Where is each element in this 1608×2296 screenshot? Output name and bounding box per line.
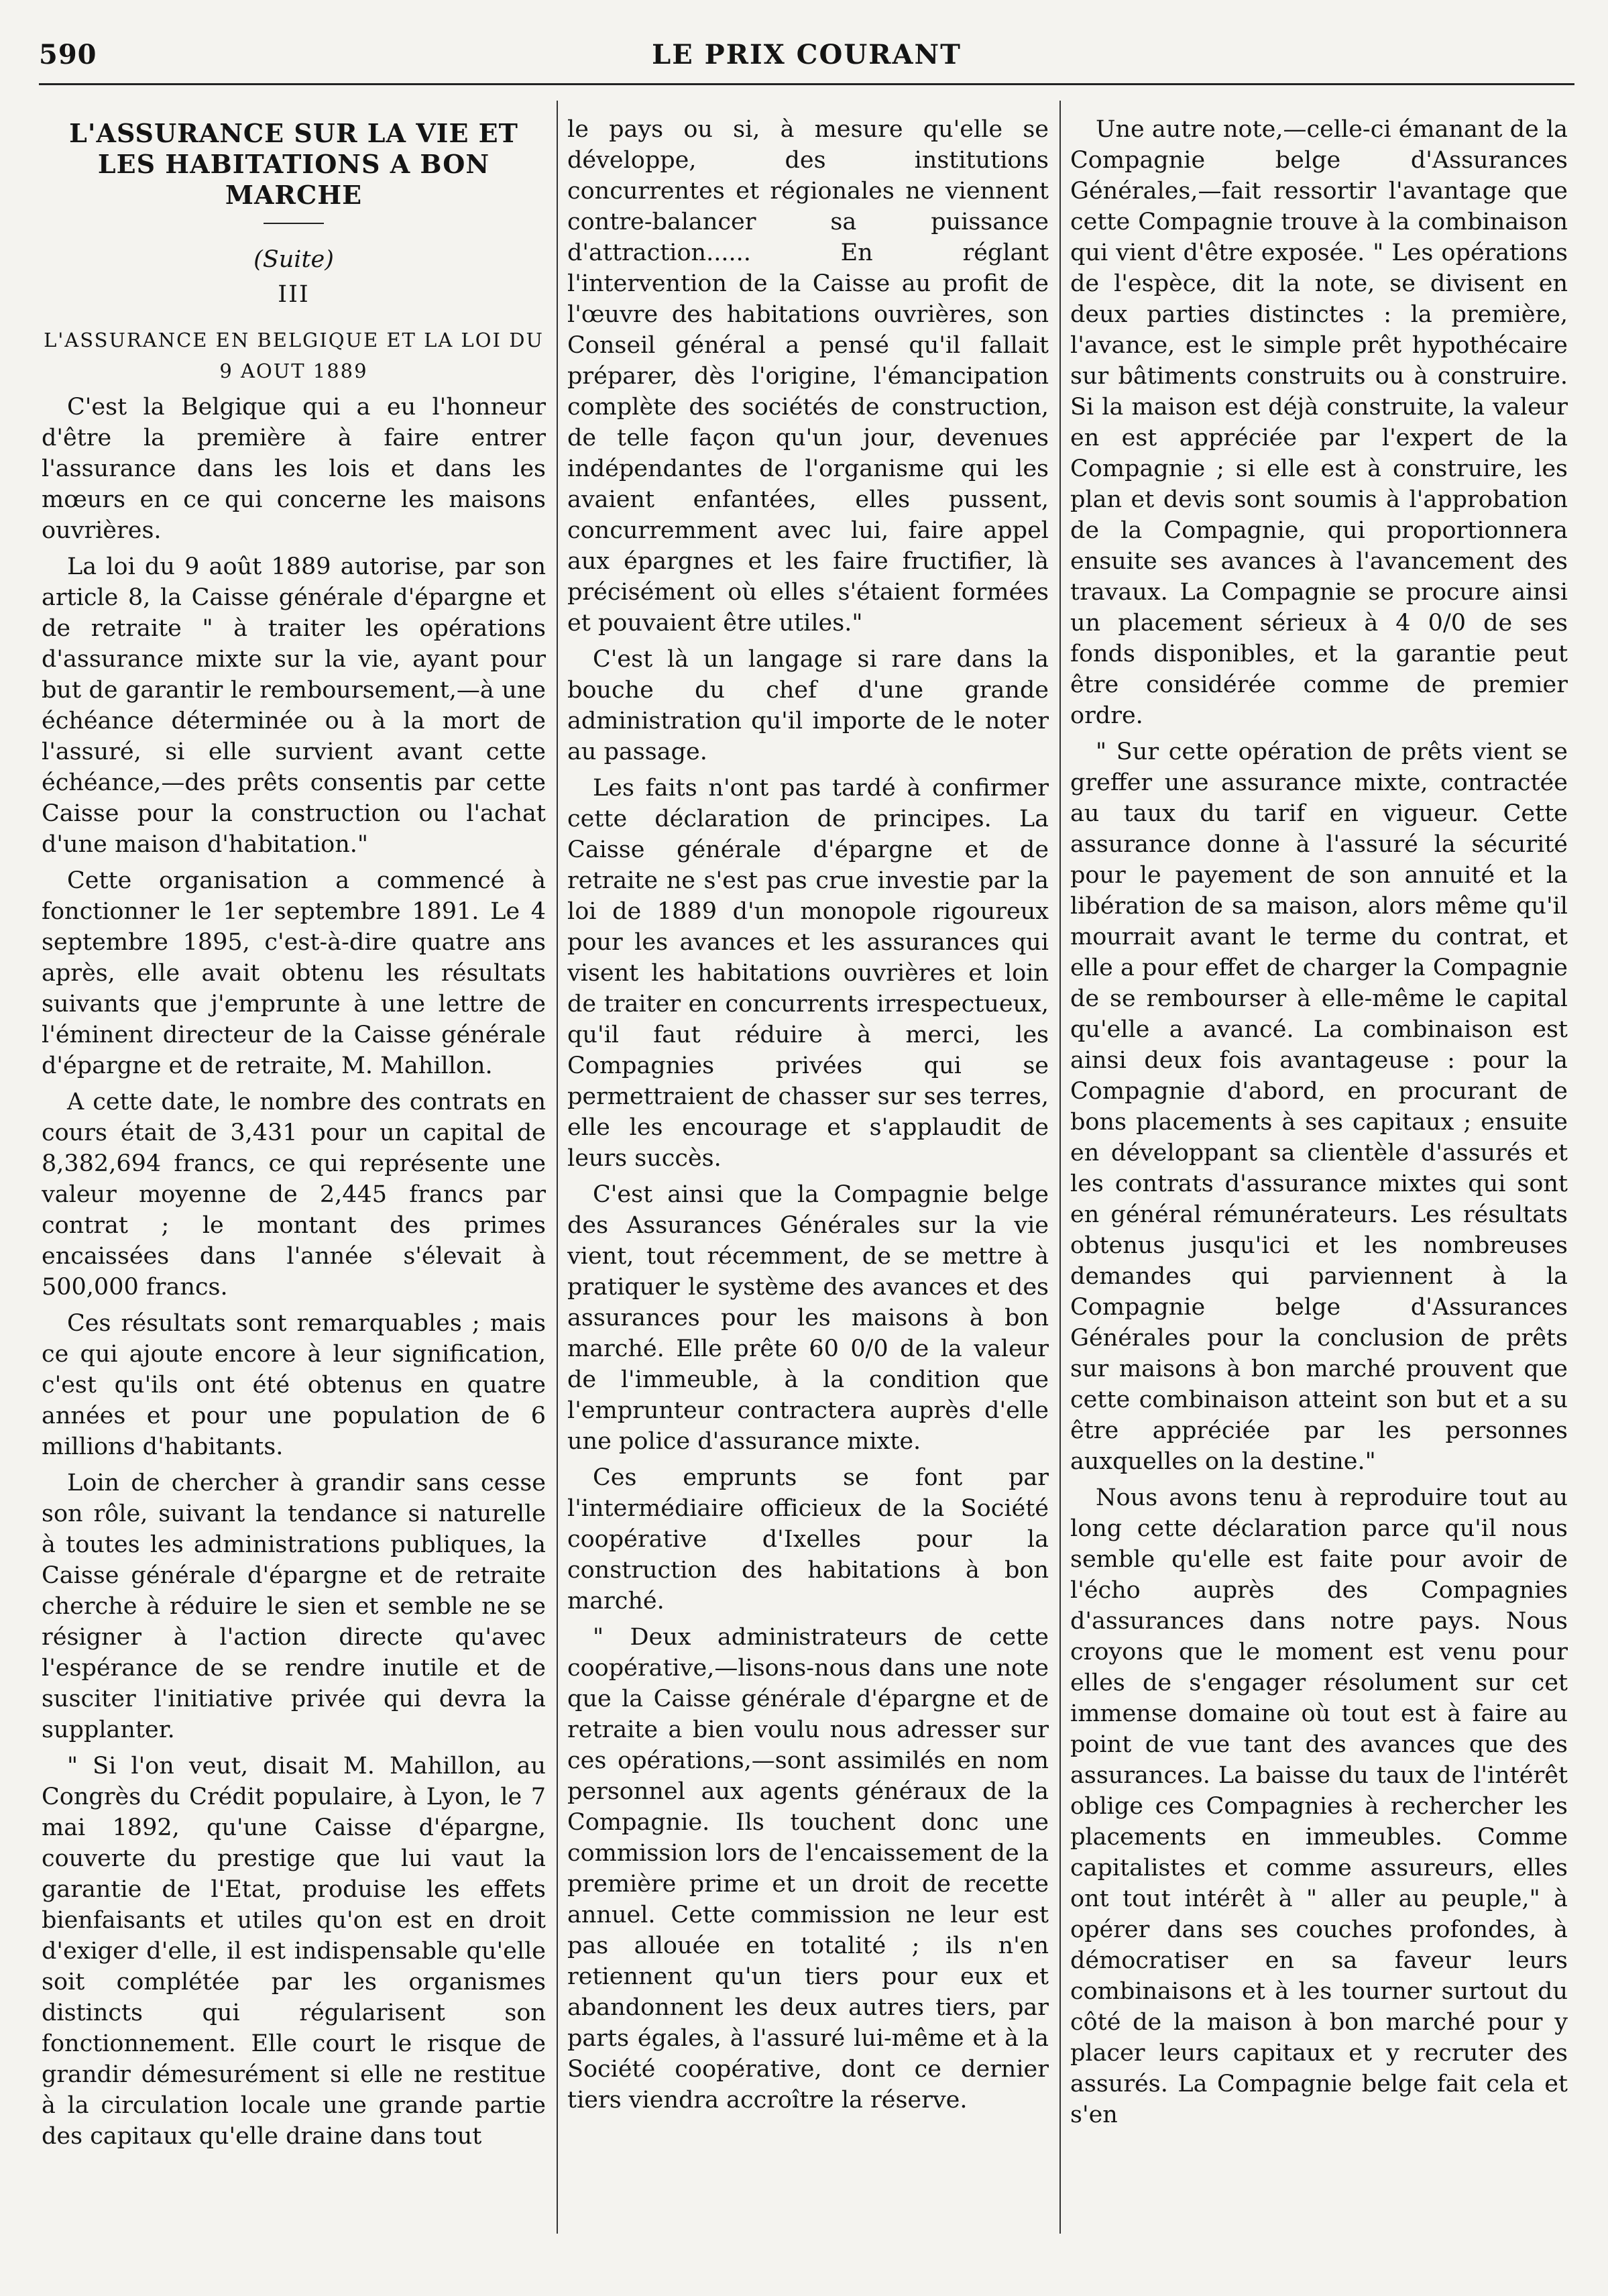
paragraph: C'est la Belgique qui a eu l'honneur d'être la première à faire entrer l'assurance dans les lois et dans les mœurs en ce qui concerne les maisons ouvrières. [42, 394, 546, 544]
running-title: LE PRIX COURANT [652, 39, 962, 70]
column-1 [42, 114, 546, 2281]
paragraph: Nous avons tenu à reproduire tout au long cette déclaration parce qu'il nous semble qu'elle est faite pour avoir de l'écho auprès des Compagnies d'assurances dans notre pays. Nous croyons que le moment est venu pour elles de s'engager résolument sur cet immense domaine où tout est à faire au point de vue tant des avances que des assurances. La baisse du taux de l'intérêt oblige ces Compagnies à rechercher les placements en immeubles. Comme capitalistes et comme assureurs, elles ont tout intérêt à " aller au peuple," à opérer dans ses couches profondes, à démocratiser en sa faveur leurs combinaisons et à les tourner surtout du côté de la maison à bon marché pour y placer leurs capitaux et y recruter des assurés. La Compagnie belge fait cela et s'en [1070, 1484, 1568, 2128]
paragraph: Cette organisation a commencé à fonctionner le 1er septembre 1891. Le 4 septembre 1895, c'est-à-dire quatre ans après, elle avait obtenu les résultats suivants que j'emprunte à une lettre de l'éminent directeur de la Caisse générale d'épargne et de retraite, M. Mahillon. [42, 867, 546, 1079]
section-number: III [278, 281, 310, 308]
column-2 [567, 114, 1049, 2281]
paragraph: La loi du 9 août 1889 autorise, par son article 8, la Caisse générale d'épargne et de retraite " à traiter les opérations d'assurance mixte sur la vie, ayant pour but de garantir le remboursement,—à une échéance déterminée ou à la mort de l'assuré, si elle survient avant cette échéance,—des prêts consentis par cette Caisse pour la construction ou l'achat d'une maison d'habitation." [42, 553, 546, 858]
paragraph: C'est ainsi que la Compagnie belge des Assurances Générales sur la vie vient, tout récemment, de se mettre à pratiquer le système des avances et des assurances pour les maisons à bon marché. Elle prête 60 0/0 de la valeur de l'immeuble, à la condition que l'emprunteur contractera auprès d'elle une police d'assurance mixte. [567, 1181, 1049, 1455]
paragraph: A cette date, le nombre des contrats en cours était de 3,431 pour un capital de 8,382,694 francs, ce qui représente une valeur moyenne de 2,445 francs par contrat ; le montant des primes encaissées dans l'année s'élevait à 500,000 francs. [42, 1089, 546, 1301]
paragraph: Loin de chercher à grandir sans cesse son rôle, suivant la tendance si naturelle à toutes les administrations publiques, la Caisse générale d'épargne et de retraite cherche à réduire le sien et semble ne se résigner à l'action directe qu'avec l'espérance de se rendre inutile et de susciter l'initiative privée qui devra la supplanter. [42, 1470, 546, 1743]
column-3 [1070, 114, 1568, 2281]
paragraph: C'est là un langage si rare dans la bouche du chef d'une grande administration qu'il importe de le noter au passage. [567, 646, 1049, 765]
paragraph: Les faits n'ont pas tardé à confirmer cette déclaration de principes. La Caisse générale d'épargne et de retraite ne s'est pas crue investie par la loi de 1889 d'un monopole rigoureux pour les avances et les assurances qui visent les habitations ouvrières et loin de traiter en concurrents irrespectueux, qu'il faut réduire à merci, les Compagnies privées qui se permettraient de chasser sur ses terres, elle les encourage et s'applaudit de leurs succès. [567, 775, 1049, 1172]
article-title: L'ASSURANCE SUR LA VIE ET LES HABITATIONS A BON MARCHE [69, 118, 518, 210]
paragraph: Ces emprunts se font par l'intermédiaire officieux de la Société coopérative d'Ixelles pour la construction des habitations à bon marché. [567, 1464, 1049, 1615]
header-rule [39, 83, 1574, 85]
column-divider-2 [1059, 101, 1061, 2234]
paragraph: le pays ou si, à mesure qu'elle se développe, des institutions concurrentes et régionales ne viennent contre-balancer sa puissance d'attraction...... En réglant l'intervention de la Caisse au profit de l'œuvre des habitations ouvrières, son Conseil général a pensé qu'il fallait préparer, dès l'origine, l'émancipation complète des sociétés de construction, de telle façon qu'un jour, devenues indépendantes de l'organisme qui les avaient enfantées, elles pussent, concurremment avec lui, faire appel aux épargnes et les faire fructifier, là précisément où elles s'étaient formées et pouvaient être utiles." [567, 116, 1049, 637]
page-number: 590 [39, 39, 97, 70]
paragraph: Une autre note,—celle-ci émanant de la Compagnie belge d'Assurances Générales,—fait ressortir l'avantage que cette Compagnie trouve à la combinaison qui vient d'être exposée. " Les opérations de l'espèce, dit la note, se divisent en deux parties distinctes : la première, l'avance, est le simple prêt hypothécaire sur bâtiments construits ou à construire. Si la maison est déjà construite, la valeur en est appréciée par l'expert de la Compagnie ; si elle est à construire, les plan et devis sont soumis à l'approbation de la Compagnie, qui proportionnera ensuite ses avances à l'avancement des travaux. La Compagnie se procure ainsi un placement sérieux à 4 0/0 de ses fonds disponibles, et la garantie peut être considérée comme de premier ordre. [1070, 116, 1568, 729]
section-title: L'ASSURANCE EN BELGIQUE ET LA LOI DU 9 AOUT 1889 [44, 329, 544, 382]
paragraph: " Sur cette opération de prêts vient se greffer une assurance mixte, contractée au taux du tarif en vigueur. Cette assurance donne à l'assuré la sécurité pour le payement de son annuité et la libération de sa maison, alors même qu'il mourrait avant le terme du contrat, et elle a pour effet de charger la Compagnie de se rembourser à elle-même le capital qu'elle a avancé. La combinaison est ainsi deux fois avantageuse : pour la Compagnie d'abord, en procurant de bons placements à ses capitaux ; ensuite en développant sa clientèle d'assurés et les contrats d'assurance mixtes qui sont en général rémunérateurs. Les résultats obtenus jusqu'ici et les nombreuses demandes qui parviennent à la Compagnie belge d'Assurances Générales pour la conclusion de prêts sur maisons à bon marché prouvent que cette combinaison atteint son but et a su être appréciée par les personnes auxquelles on la destine." [1070, 739, 1568, 1475]
continuation-label: (Suite) [253, 246, 334, 273]
paragraph: " Si l'on veut, disait M. Mahillon, au Congrès du Crédit populaire, à Lyon, le 7 mai 1892, qu'une Caisse d'épargne, couverte du prestige que lui vaut la garantie de l'Etat, produise les effets bienfaisants et utiles qu'on est en droit d'exiger d'elle, il est indispensable qu'elle soit complétée par les organismes distincts qui régularisent son fonctionnement. Elle court le risque de grandir démesurément si elle ne restitue à la circulation locale une grande partie des capitaux qu'elle draine dans tout [42, 1753, 546, 2150]
paragraph: " Deux administrateurs de cette coopérative,—lisons-nous dans une note que la Caisse générale d'épargne et de retraite a bien voulu nous adresser sur ces opérations,—sont assimilés en nom personnel aux agents généraux de la Compagnie. Ils touchent donc une commission lors de l'encaissement de la première prime et un droit de recette annuel. Cette commission ne leur est pas allouée en totalité ; ils n'en retiennent qu'un tiers pour eux et abandonnent les deux autres tiers, par parts égales, à l'assuré lui-même et à la Société coopérative, dont ce dernier tiers viendra accroître la réserve. [567, 1624, 1049, 2114]
page-header [39, 39, 1574, 79]
title-rule [264, 223, 324, 224]
column-divider-1 [557, 101, 558, 2234]
paragraph: Ces résultats sont remarquables ; mais ce qui ajoute encore à leur signification, c'est qu'ils ont été obtenus en quatre années et pour une population de 6 millions d'habitants. [42, 1310, 546, 1460]
